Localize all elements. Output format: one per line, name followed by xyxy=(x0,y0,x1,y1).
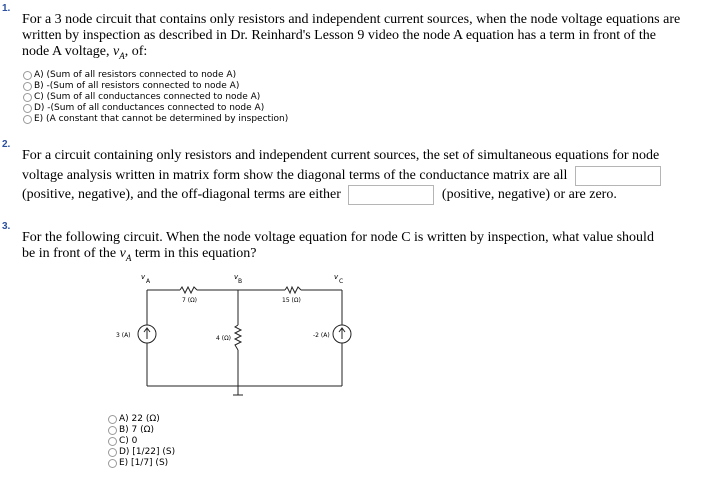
question-2-line-1: For a circuit containing only resistors and independent current sources, the set of simultaneous equations for node xyxy=(22,148,660,163)
option-label: E) (A constant that cannot be determined by inspection) xyxy=(34,114,289,124)
question-3-number: 3. xyxy=(2,221,11,232)
option-3e[interactable] xyxy=(108,458,175,469)
node-c-label: v xyxy=(334,273,339,281)
question-2-line-2-text: voltage analysis written in matrix form show the diagonal terms of the conductance matrix are all xyxy=(22,168,568,184)
question-3-line-2-start: be in front of the xyxy=(22,246,120,261)
question-3-line-1: For the following circuit. When the node voltage equation for node C is written by inspection, what value should xyxy=(22,230,654,245)
option-label: C) (Sum of all conductances connected to node A) xyxy=(34,92,261,102)
option-label: D) [1/22] (S) xyxy=(119,447,176,457)
radio-button[interactable] xyxy=(108,459,117,468)
resistor-7-ohm xyxy=(180,287,197,293)
radio-button[interactable] xyxy=(108,448,117,457)
var-subscript: A xyxy=(119,50,125,61)
question-1-prompt-end: , of: xyxy=(124,44,148,59)
option-label: B) -(Sum of all resistors connected to node A) xyxy=(34,81,240,91)
option-3d[interactable] xyxy=(108,447,175,458)
resistor-15-label: 15 (Ω) xyxy=(282,297,301,304)
option-label: B) 7 (Ω) xyxy=(119,425,155,435)
question-2-line-3a: (positive, negative), and the off-diagonal terms are either xyxy=(22,187,341,203)
node-a-sub: A xyxy=(146,278,151,285)
var-v: v xyxy=(119,246,126,261)
option-label: C) 0 xyxy=(119,436,138,446)
source-neg2a-label: -2 (A) xyxy=(313,332,330,339)
radio-button[interactable] xyxy=(108,426,117,435)
option-label: A) 22 (Ω) xyxy=(119,414,160,424)
question-3-line-2-end: term in this equation? xyxy=(131,246,257,261)
option-label: E) [1/7] (S) xyxy=(119,458,169,468)
resistor-7-label: 7 (Ω) xyxy=(182,297,197,304)
var-subscript: A xyxy=(125,252,132,263)
node-b-sub: B xyxy=(238,278,243,285)
node-b-label: v xyxy=(234,273,239,281)
radio-button[interactable] xyxy=(108,415,117,424)
option-label: A) (Sum of all resistors connected to node A) xyxy=(34,70,237,80)
question-1-prompt: For a 3 node circuit that contains only resistors and independent current sources, when the node voltage equations are written by inspection as described in Dr. Reinhard's Lesson 9 video the node A equation has a term in front of the node A voltage, xyxy=(22,12,681,59)
question-3-options xyxy=(108,414,175,469)
question-2-line-3b: (positive, negative) or are zero. xyxy=(441,187,617,203)
source-3a-label: 3 (A) xyxy=(116,332,131,339)
option-3b[interactable] xyxy=(108,425,175,436)
question-2-number: 2. xyxy=(2,139,11,150)
question-1-number: 1. xyxy=(2,3,11,14)
resistor-15-ohm xyxy=(285,287,301,293)
var-v: v xyxy=(113,44,120,59)
node-a-label: v xyxy=(141,273,146,281)
node-c-sub: C xyxy=(339,278,344,285)
radio-button[interactable] xyxy=(108,437,117,446)
option-label: D) -(Sum of all conductances connected to node A) xyxy=(34,103,265,113)
option-3a[interactable] xyxy=(108,414,175,425)
option-3c[interactable] xyxy=(108,436,175,447)
resistor-4-label: 4 (Ω) xyxy=(216,335,231,342)
resistor-4-ohm xyxy=(235,325,241,350)
